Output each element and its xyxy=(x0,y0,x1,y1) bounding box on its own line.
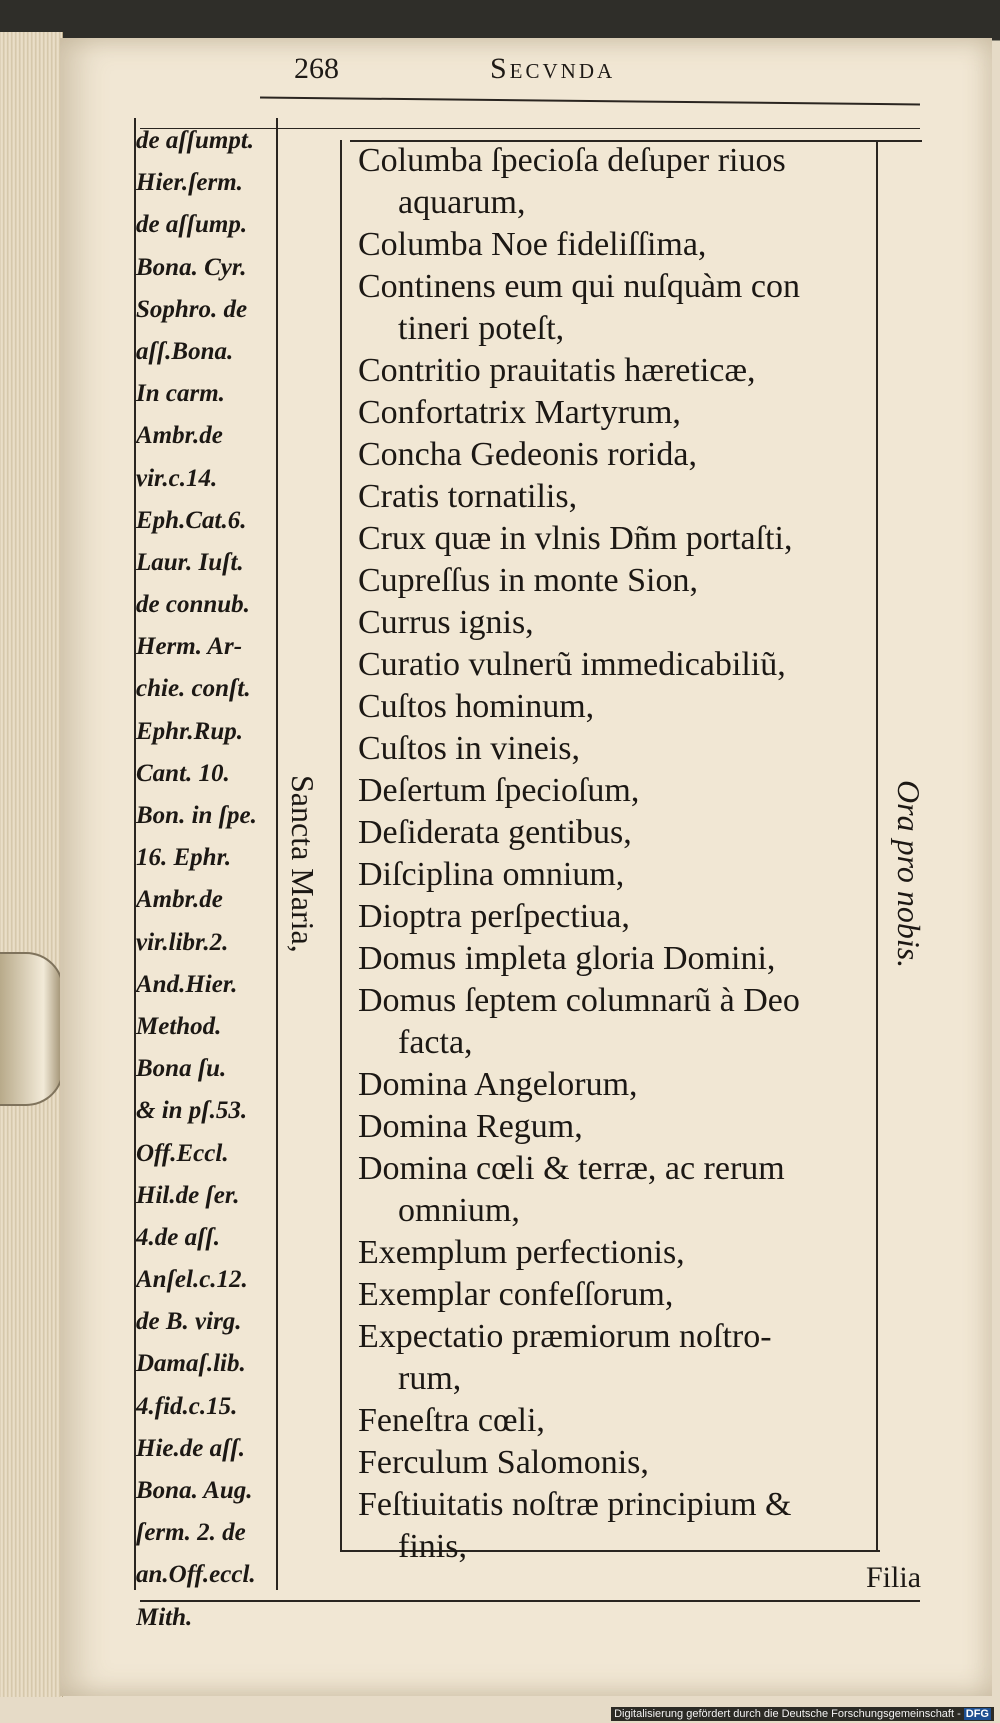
entry-text: Domus impleta gloria Domini, xyxy=(358,940,776,977)
margin-note: Hil.de ſer. xyxy=(136,1181,240,1209)
margin-note: Laur. Iuſt. xyxy=(136,548,244,576)
litany-entry xyxy=(358,812,873,854)
margin-note: an.Off.eccl. xyxy=(136,1561,256,1589)
entry-text: Confortatrix Martyrum, xyxy=(358,394,681,431)
margin-note: Damaſ.lib. xyxy=(136,1350,246,1378)
footer-rule xyxy=(140,1600,920,1602)
margin-note: Mith. xyxy=(136,1603,193,1631)
litany-entry xyxy=(358,602,873,644)
margin-note: de B. virg. xyxy=(136,1308,242,1336)
catchword: Filia xyxy=(866,1561,922,1594)
margin-note: Eph.Cat.6. xyxy=(136,506,247,534)
litany-entry xyxy=(358,1484,873,1568)
litany-entry xyxy=(358,1064,873,1106)
entry-text: Feneſtra cœli, xyxy=(358,1402,545,1439)
litany-entry xyxy=(358,686,873,728)
entry-text: Columba ſpecioſa deſuper riuos xyxy=(358,142,786,179)
entry-text: Cupreſſus in monte Sion, xyxy=(358,562,698,599)
margin-note: 4.fid.c.15. xyxy=(136,1392,238,1420)
entry-text: Domina Regum, xyxy=(358,1108,583,1145)
litany-entry xyxy=(358,140,873,224)
margin-note: Bona ſu. xyxy=(136,1055,227,1083)
margin-note: & in pſ.53. xyxy=(136,1097,248,1125)
litany-entry xyxy=(358,266,873,350)
margin-note: vir.c.14. xyxy=(136,464,218,492)
litany-entry xyxy=(358,1274,873,1316)
margin-note: de aſſumpt. xyxy=(136,127,255,154)
margin-note: Hie.de aſſ. xyxy=(136,1434,245,1462)
digitization-credit xyxy=(611,1707,994,1721)
entry-text: Domina cœli & terræ, ac rerum xyxy=(358,1150,785,1187)
running-head-title: Secvnda xyxy=(490,52,616,85)
margin-note: Ephr.Rup. xyxy=(136,717,244,745)
margin-note: Ambr.de xyxy=(136,422,223,450)
margin-note: 4.de aſſ. xyxy=(136,1223,220,1251)
margin-note: Off.Eccl. xyxy=(136,1139,229,1167)
margin-note: vir.libr.2. xyxy=(136,928,229,956)
margin-note: Anſel.c.12. xyxy=(136,1266,248,1294)
page-edges xyxy=(0,32,63,1697)
entry-text: Domus ſeptem columnarũ à Deo xyxy=(358,982,800,1019)
invocation-ora-pro-nobis: Ora pro nobis. xyxy=(891,780,927,969)
margin-note: Bona. Aug. xyxy=(136,1477,253,1504)
entry-text: Curatio vulnerũ immedicabiliũ, xyxy=(358,646,786,683)
entry-text: Contritio prauitatis hæreticæ, xyxy=(358,352,756,389)
litany-entry xyxy=(358,350,873,392)
invocation-sancta-maria: Sancta Maria, xyxy=(285,775,321,953)
margin-note: Herm. Ar- xyxy=(136,633,243,661)
bracket-left xyxy=(340,140,342,1550)
litany-entry xyxy=(358,938,873,980)
entry-text: Deſertum ſpecioſum, xyxy=(358,772,640,809)
dfg-logo: DFG xyxy=(965,1708,989,1720)
entry-text: Diſciplina omnium, xyxy=(358,856,625,893)
entry-text: Domina Angelorum, xyxy=(358,1066,638,1103)
litany-entry xyxy=(358,224,873,266)
litany-entry xyxy=(358,1400,873,1442)
entry-text: Expectatio præmiorum noſtro- xyxy=(358,1318,772,1355)
litany-list xyxy=(358,140,873,1568)
entry-continuation: facta, xyxy=(398,1024,473,1061)
entry-text: Dioptra perſpectiua, xyxy=(358,898,630,935)
margin-note: 16. Ephr. xyxy=(136,844,232,872)
book-clasp xyxy=(0,952,64,1106)
litany-entry xyxy=(358,1316,873,1400)
margin-note: Sophro. de xyxy=(136,295,248,323)
credit-text: Digitalisierung gefördert durch die Deutsche Forschungsgemeinschaft - xyxy=(614,1708,961,1720)
entry-continuation: omnium, xyxy=(398,1192,520,1229)
entry-text: Continens eum qui nuſquàm con xyxy=(358,268,800,305)
margin-note: aſſ.Bona. xyxy=(136,337,234,365)
entry-text: Crux quæ in vlnis Dñm portaſti, xyxy=(358,520,793,557)
litany-entry xyxy=(358,1442,873,1484)
entry-continuation: tineri poteſt, xyxy=(398,310,565,347)
entry-text: Currus ignis, xyxy=(358,604,534,641)
entry-text: Columba Noe fideliſſima, xyxy=(358,226,707,263)
entry-text: Feſtiuitatis noſtræ principium & xyxy=(358,1486,792,1523)
entry-text: Exemplar confeſſorum, xyxy=(358,1276,674,1313)
entry-text: Ferculum Salomonis, xyxy=(358,1444,649,1481)
litany-entry xyxy=(358,434,873,476)
margin-note: de aſſump. xyxy=(136,211,248,239)
margin-rule-right xyxy=(276,118,278,1590)
margin-note: de connub. xyxy=(136,591,250,619)
entry-text: Cuſtos in vineis, xyxy=(358,730,580,767)
bracket-right xyxy=(876,140,878,1550)
entry-text: Cratis tornatilis, xyxy=(358,478,578,515)
litany-entry xyxy=(358,518,873,560)
margin-note: chie. conſt. xyxy=(136,675,251,703)
litany-entry xyxy=(358,728,873,770)
litany-entry xyxy=(358,980,873,1064)
litany-entry xyxy=(358,560,873,602)
margin-note: And.Hier. xyxy=(136,970,238,998)
entry-continuation: rum, xyxy=(398,1360,462,1397)
litany-entry xyxy=(358,770,873,812)
margin-note: Method. xyxy=(136,1012,222,1040)
margin-note: Bon. in ſpe. xyxy=(136,802,257,829)
margin-notes xyxy=(136,120,276,1639)
litany-entry xyxy=(358,854,873,896)
litany-entry xyxy=(358,392,873,434)
entry-continuation: finis, xyxy=(398,1528,467,1565)
entry-text: Concha Gedeonis rorida, xyxy=(358,436,697,473)
litany-entry xyxy=(358,1232,873,1274)
litany-entry xyxy=(358,896,873,938)
margin-note: Hier.ſerm. xyxy=(136,169,243,197)
litany-entry xyxy=(358,476,873,518)
page-number: 268 xyxy=(294,52,339,85)
margin-note: ſerm. 2. de xyxy=(136,1519,246,1547)
litany-entry xyxy=(358,1106,873,1148)
entry-text: Exemplum perfectionis, xyxy=(358,1234,685,1271)
margin-note: Bona. Cyr. xyxy=(136,253,247,281)
litany-entry xyxy=(358,1148,873,1232)
margin-note: Ambr.de xyxy=(136,886,223,914)
margin-note: Cant. 10. xyxy=(136,759,230,787)
margin-note: In carm. xyxy=(136,380,225,408)
litany-entry xyxy=(358,644,873,686)
entry-text: Cuſtos hominum, xyxy=(358,688,595,725)
entry-text: Deſiderata gentibus, xyxy=(358,814,632,851)
entry-continuation: aquarum, xyxy=(398,184,526,221)
